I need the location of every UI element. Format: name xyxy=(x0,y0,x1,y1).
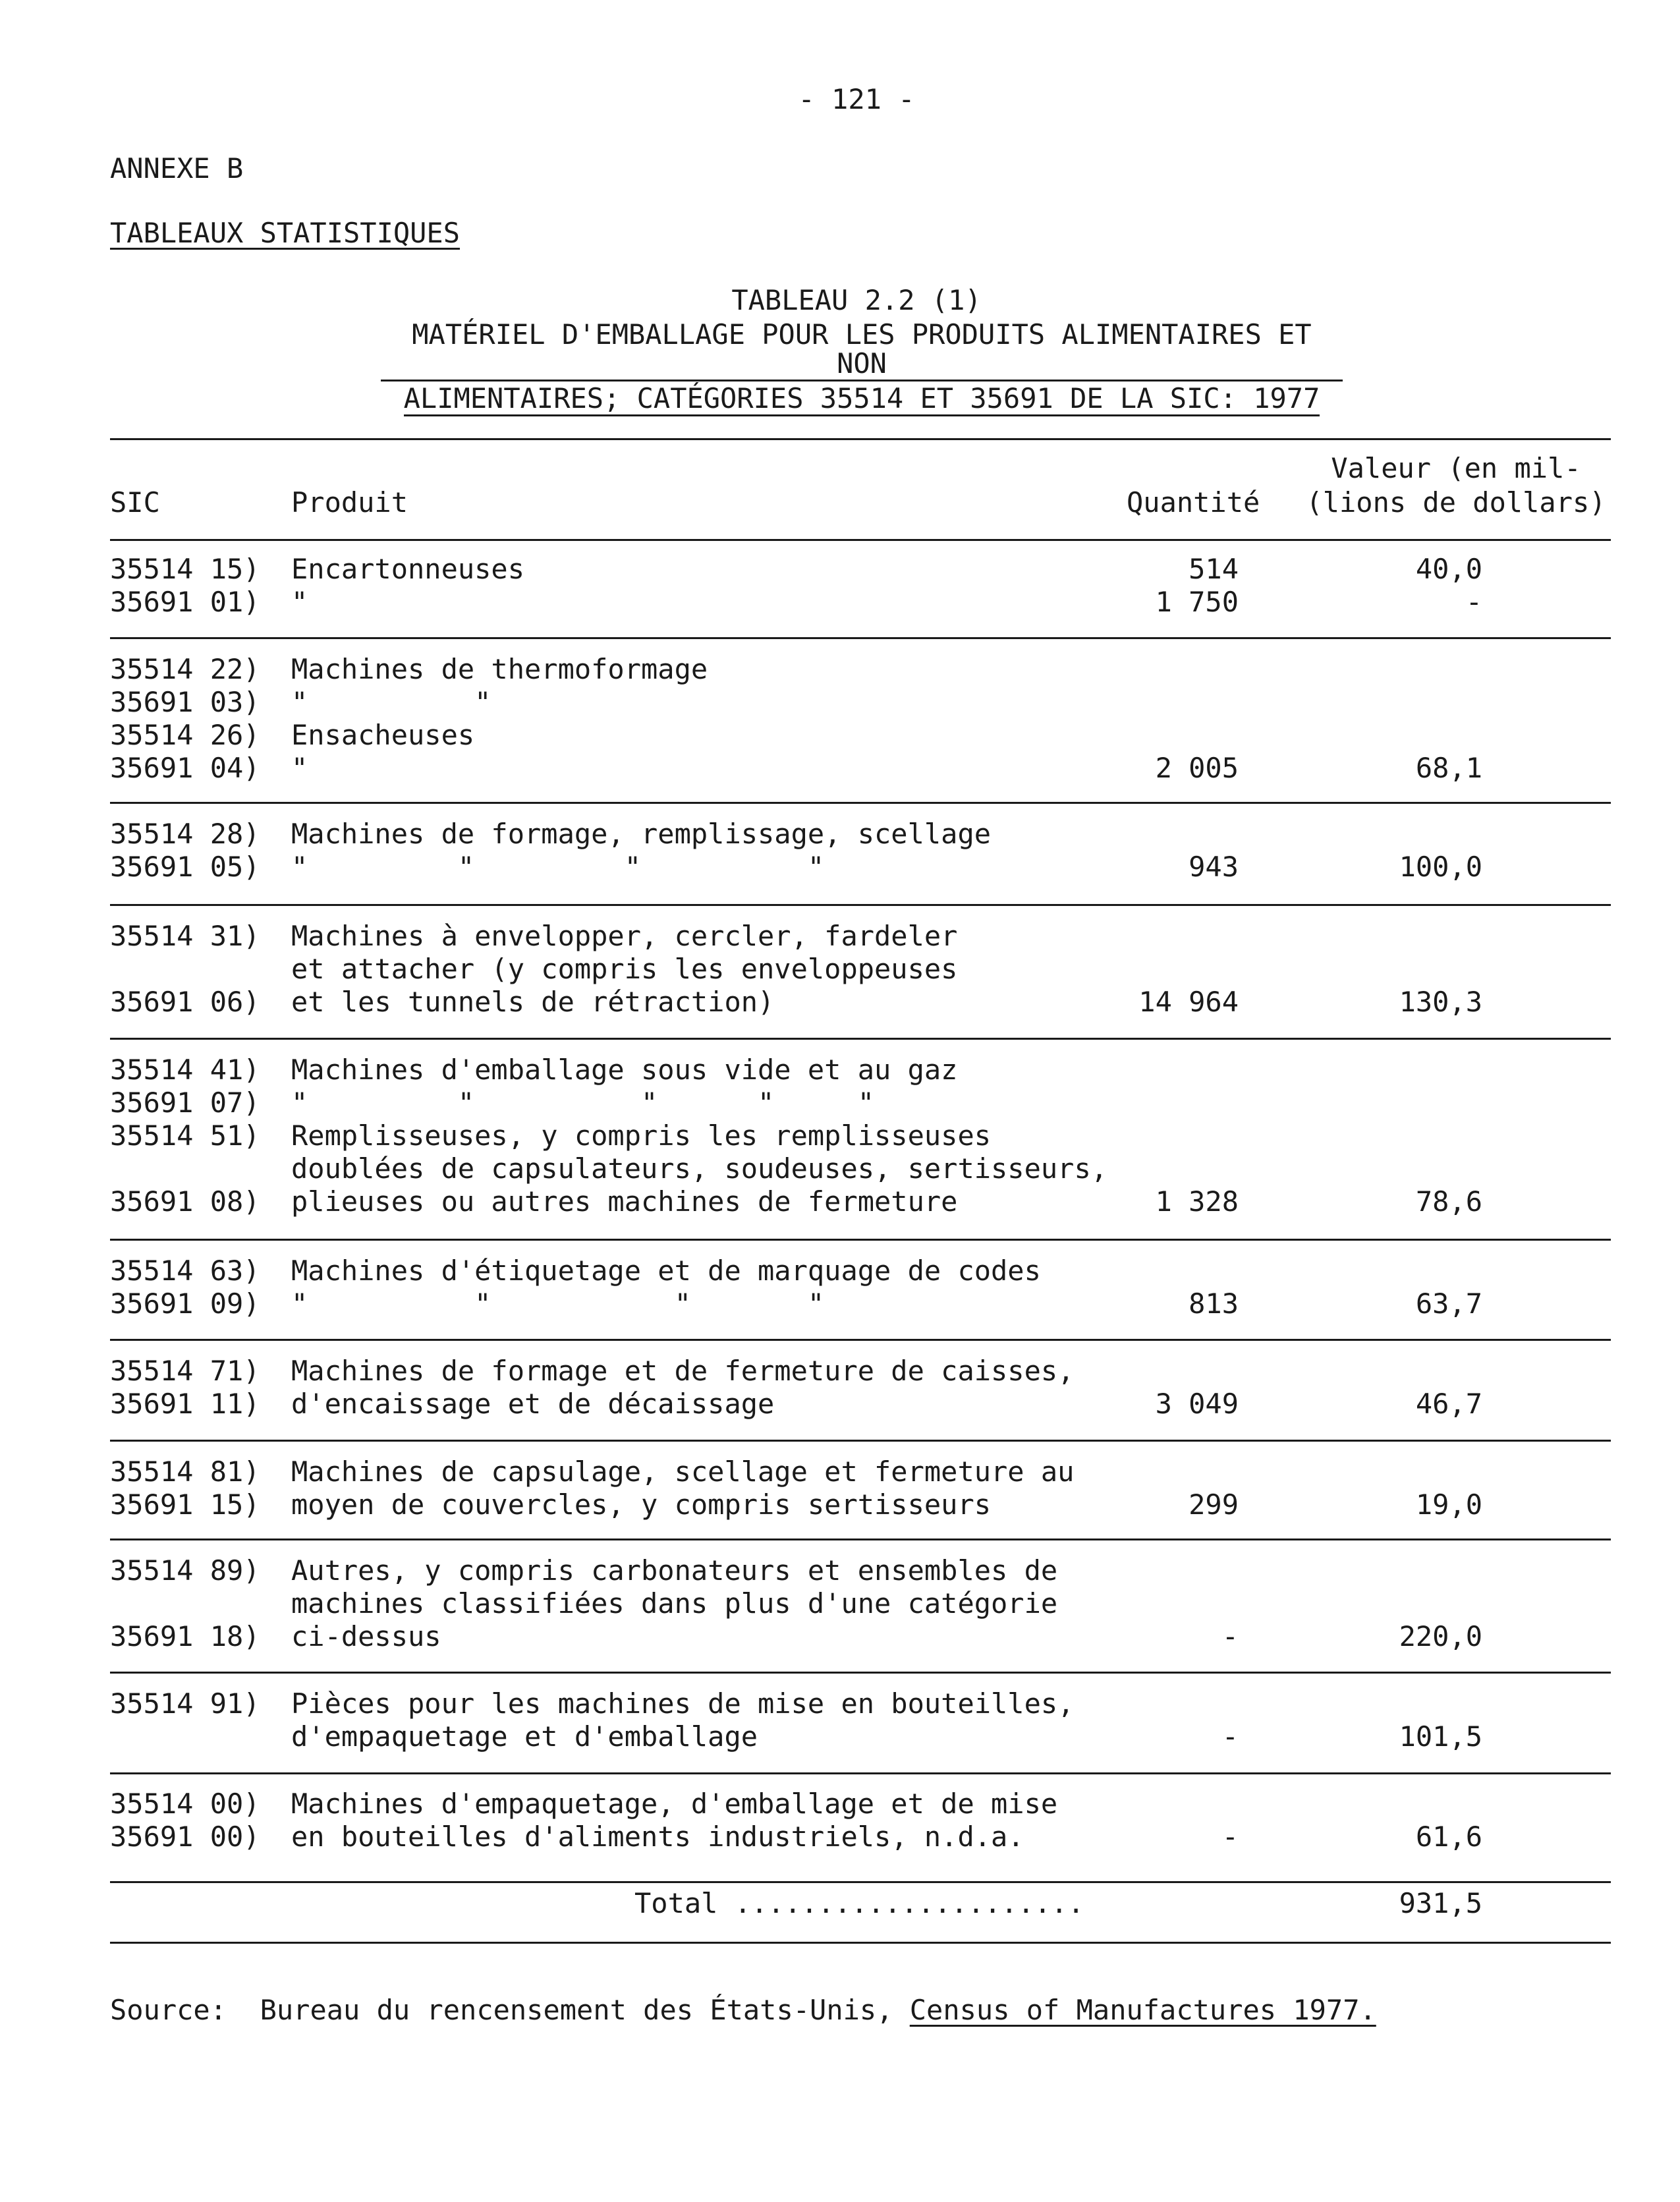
row-sic-code: 35691 09) xyxy=(110,1287,260,1320)
row-product: en bouteilles d'aliments industriels, n.d.a. xyxy=(291,1821,1024,1853)
header-valeur-line-2: (lions de dollars) xyxy=(1306,486,1606,519)
row-sic-code: 35514 28) xyxy=(110,818,260,850)
source-label: Source: xyxy=(110,1994,227,2026)
row-value: 63,7 xyxy=(1415,1287,1482,1320)
row-product: et les tunnels de rétraction) xyxy=(291,986,775,1018)
row-product: machines classifiées dans plus d'une catégorie xyxy=(291,1587,1058,1620)
table-title: TABLEAU 2.2 (1) xyxy=(731,284,982,316)
row-value: 61,6 xyxy=(1415,1821,1482,1853)
table-subtitle xyxy=(381,320,1343,416)
row-product: " " " " xyxy=(291,1287,825,1320)
row-product: Machines à envelopper, cercler, fardeler xyxy=(291,920,958,952)
row-sic-code: 35691 04) xyxy=(110,752,260,784)
source-note xyxy=(110,1993,1376,2027)
row-quantity: 14 964 xyxy=(1138,986,1239,1018)
section-title: TABLEAUX STATISTIQUES xyxy=(110,217,461,249)
row-sic-code: 35691 11) xyxy=(110,1388,260,1420)
row-value: 220,0 xyxy=(1399,1620,1482,1652)
row-quantity: 3 049 xyxy=(1155,1388,1239,1420)
row-product: Machines d'étiquetage et de marquage de codes xyxy=(291,1255,1041,1287)
row-value: 101,5 xyxy=(1399,1720,1482,1753)
row-sic-code: 35691 15) xyxy=(110,1488,260,1521)
row-sic-code: 35514 31) xyxy=(110,920,260,952)
header-valeur-line-1: Valeur (en mil- xyxy=(1331,452,1581,484)
row-value: 78,6 xyxy=(1415,1185,1482,1218)
row-sic-code: 35514 63) xyxy=(110,1255,260,1287)
row-sic-code: 35514 81) xyxy=(110,1455,260,1488)
row-sic-code: 35514 41) xyxy=(110,1054,260,1086)
source-text: Bureau du rencensement des États-Unis, xyxy=(260,1994,893,2026)
annex-label: ANNEXE B xyxy=(110,152,244,184)
group-separator-rule xyxy=(110,1339,1611,1341)
row-sic-code: 35514 26) xyxy=(110,719,260,751)
group-separator-rule xyxy=(110,1440,1611,1442)
row-sic-code: 35691 07) xyxy=(110,1087,260,1119)
row-sic-code: 35514 51) xyxy=(110,1119,260,1152)
row-value: 40,0 xyxy=(1415,553,1482,585)
row-product: d'encaissage et de décaissage xyxy=(291,1388,775,1420)
row-quantity: - xyxy=(1221,1821,1239,1853)
group-separator-rule xyxy=(110,1038,1611,1040)
group-separator-rule xyxy=(110,1539,1611,1540)
table-subtitle-line-2: ALIMENTAIRES; CATÉGORIES 35514 ET 35691 DE LA SIC: 1977 xyxy=(404,384,1320,416)
row-sic-code: 35691 05) xyxy=(110,851,260,883)
row-sic-code: 35514 22) xyxy=(110,653,260,685)
row-quantity: 299 xyxy=(1189,1488,1239,1521)
row-sic-code: 35691 01) xyxy=(110,586,260,618)
total-top-rule xyxy=(110,1881,1611,1883)
row-product: plieuses ou autres machines de fermeture xyxy=(291,1185,958,1218)
row-quantity: 1 750 xyxy=(1155,586,1239,618)
row-product: d'empaquetage et d'emballage xyxy=(291,1720,758,1753)
row-product: Machines de capsulage, scellage et fermeture au xyxy=(291,1455,1075,1488)
row-product: " " " " " xyxy=(291,1087,875,1119)
row-value: - xyxy=(1465,586,1482,618)
table-bottom-rule xyxy=(110,1942,1611,1944)
row-sic-code: 35691 06) xyxy=(110,986,260,1018)
row-value: 19,0 xyxy=(1415,1488,1482,1521)
header-bottom-rule xyxy=(110,539,1611,541)
source-publication: Census of Manufactures 1977. xyxy=(909,1994,1376,2026)
row-sic-code: 35514 71) xyxy=(110,1355,260,1387)
row-quantity: 813 xyxy=(1189,1287,1239,1320)
row-product: Ensacheuses xyxy=(291,719,475,751)
row-sic-code: 35514 91) xyxy=(110,1687,260,1720)
total-value: 931,5 xyxy=(1399,1887,1482,1919)
total-label: Total ..................... xyxy=(634,1887,1084,1919)
row-product: " " xyxy=(291,686,491,718)
row-quantity: 943 xyxy=(1189,851,1239,883)
row-quantity: 1 328 xyxy=(1155,1185,1239,1218)
group-separator-rule xyxy=(110,1772,1611,1774)
row-sic-code: 35514 15) xyxy=(110,553,260,585)
row-sic-code: 35691 18) xyxy=(110,1620,260,1652)
row-quantity: 514 xyxy=(1189,553,1239,585)
row-product: Machines d'emballage sous vide et au gaz xyxy=(291,1054,958,1086)
row-sic-code: 35691 00) xyxy=(110,1821,260,1853)
row-quantity: - xyxy=(1221,1620,1239,1652)
row-quantity: - xyxy=(1221,1720,1239,1753)
row-product: Pièces pour les machines de mise en bouteilles, xyxy=(291,1687,1075,1720)
row-value: 46,7 xyxy=(1415,1388,1482,1420)
row-product: Remplisseuses, y compris les remplisseuses xyxy=(291,1119,992,1152)
header-produit: Produit xyxy=(291,486,408,519)
group-separator-rule xyxy=(110,802,1611,804)
row-product: moyen de couvercles, y compris sertisseurs xyxy=(291,1488,992,1521)
group-separator-rule xyxy=(110,904,1611,906)
row-sic-code: 35691 03) xyxy=(110,686,260,718)
group-separator-rule xyxy=(110,1672,1611,1674)
row-value: 130,3 xyxy=(1399,986,1482,1018)
row-product: Machines d'empaquetage, d'emballage et de mise xyxy=(291,1788,1058,1820)
row-sic-code: 35691 08) xyxy=(110,1185,260,1218)
row-product: " xyxy=(291,752,308,784)
row-product: Autres, y compris carbonateurs et ensembles de xyxy=(291,1554,1058,1587)
page-number: - 121 - xyxy=(798,83,915,115)
header-sic: SIC xyxy=(110,486,160,519)
row-product: " " " " xyxy=(291,851,825,883)
group-separator-rule xyxy=(110,1239,1611,1241)
row-product: Machines de formage, remplissage, scellage xyxy=(291,818,992,850)
header-quantite: Quantité xyxy=(1127,486,1260,519)
row-product: ci-dessus xyxy=(291,1620,441,1652)
row-product: Machines de thermoformage xyxy=(291,653,708,685)
row-product: Machines de formage et de fermeture de caisses, xyxy=(291,1355,1075,1387)
row-product: Encartonneuses xyxy=(291,553,525,585)
row-sic-code: 35514 89) xyxy=(110,1554,260,1587)
row-value: 100,0 xyxy=(1399,851,1482,883)
group-separator-rule xyxy=(110,637,1611,639)
table-top-rule xyxy=(110,438,1611,440)
row-value: 68,1 xyxy=(1415,752,1482,784)
row-product: doublées de capsulateurs, soudeuses, sertisseurs, xyxy=(291,1152,1108,1185)
row-quantity: 2 005 xyxy=(1155,752,1239,784)
row-product: et attacher (y compris les enveloppeuses xyxy=(291,953,958,985)
row-product: " xyxy=(291,586,308,618)
row-sic-code: 35514 00) xyxy=(110,1788,260,1820)
table-subtitle-line-1: MATÉRIEL D'EMBALLAGE POUR LES PRODUITS ALIMENTAIRES ET NON xyxy=(381,320,1343,381)
